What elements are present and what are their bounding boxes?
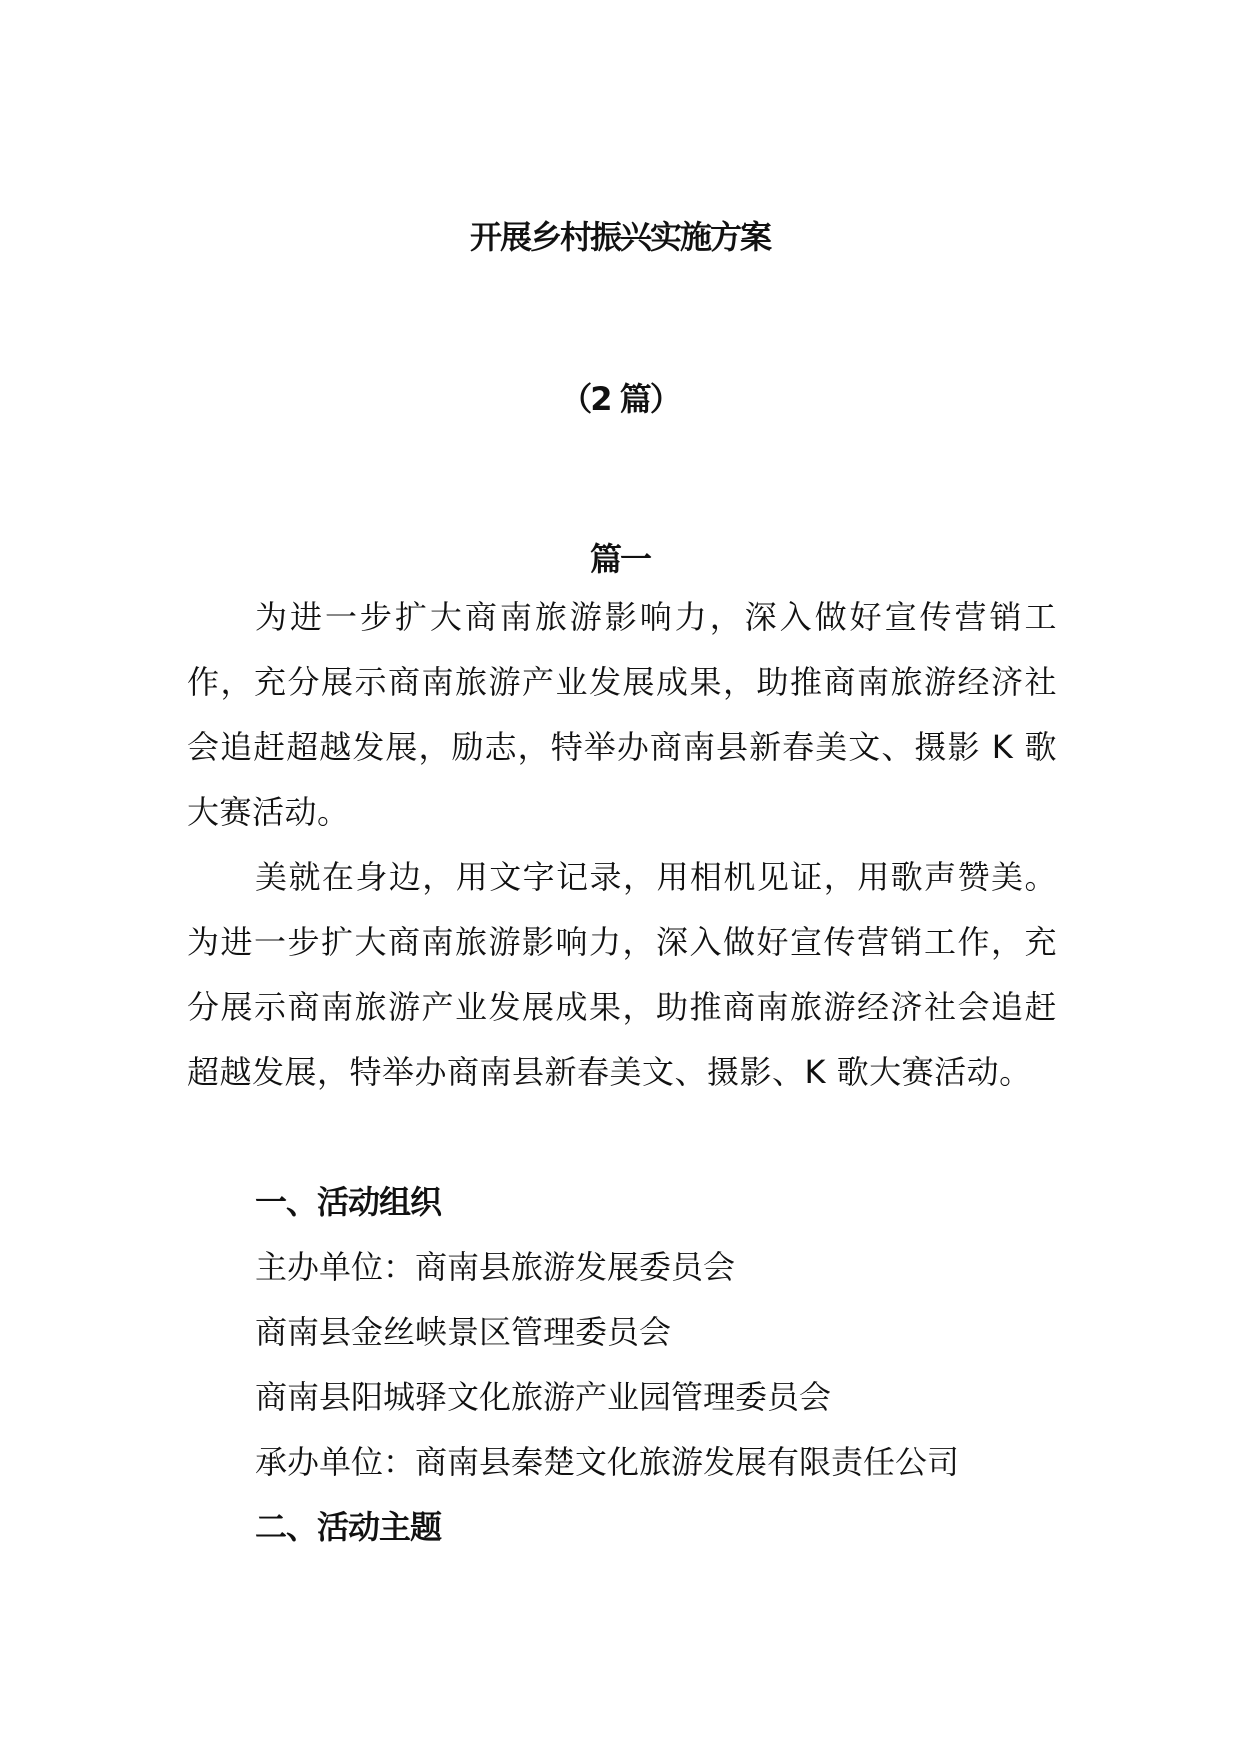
host-unit-line-3: 商南县阳城驿文化旅游产业园管理委员会: [255, 1378, 832, 1416]
section-heading-organization: 一、活动组织: [255, 1183, 442, 1221]
body-paragraph-2-block: [187, 845, 1057, 1105]
body-paragraph-1-block: [187, 585, 1057, 845]
body-paragraph: 美就在身边，用文字记录，用相机见证，用歌声赞美。为进一步扩大商南旅游影响力，深入做好宣传营销工作，充分展示商南旅游产业发展成果，助推商南旅游经济社会追赶超越发展，特举办商南县新春美文、摄影、K 歌大赛活动。: [187, 858, 1057, 1091]
section-heading-theme: 二、活动主题: [255, 1508, 442, 1546]
body-paragraph: 为进一步扩大商南旅游影响力，深入做好宣传营销工作，充分展示商南旅游产业发展成果，助推商南旅游经济社会追赶超越发展，励志，特举办商南县新春美文、摄影 K 歌大赛活动。: [187, 598, 1057, 831]
document-title: 开展乡村振兴实施方案: [469, 218, 770, 256]
organizer-unit-line: 承办单位：商南县秦楚文化旅游发展有限责任公司: [255, 1443, 960, 1481]
part-heading: 篇一: [589, 540, 650, 578]
document-count-label: （2 篇）: [560, 380, 680, 418]
host-unit-line-2: 商南县金丝峡景区管理委员会: [255, 1313, 672, 1351]
host-unit-line: 主办单位：商南县旅游发展委员会: [255, 1248, 736, 1286]
